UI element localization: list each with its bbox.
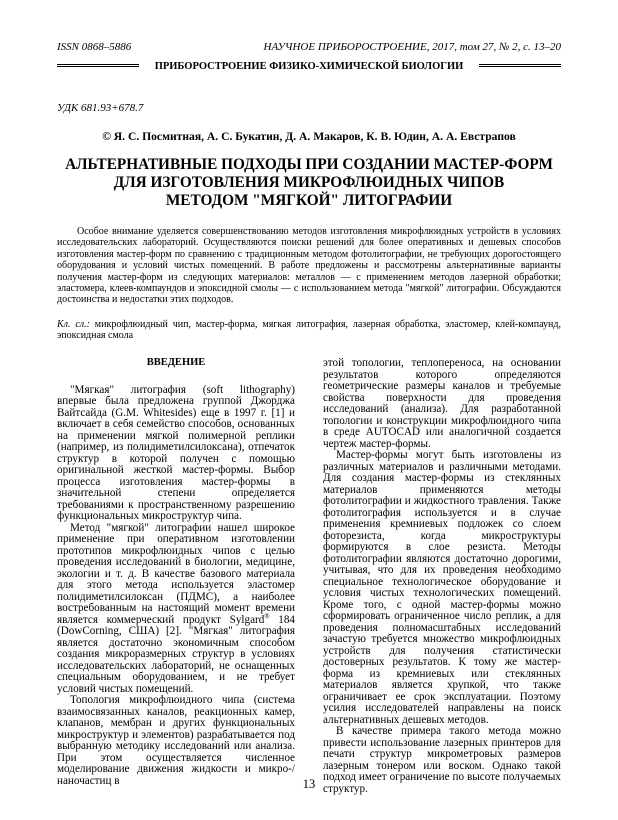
intro-heading: ВВЕДЕНИЕ	[146, 357, 206, 368]
body-column-right	[323, 358, 561, 795]
issn: ISSN 0868–5886	[57, 41, 132, 53]
keywords-text: микрофлюидный чип, мастер-форма, мягкая литография, лазерная обработка, эластомер, клей-компаунд, эпоксидная смола	[57, 319, 561, 342]
section-rule-left	[57, 64, 139, 67]
authors: © Я. С. Посмитная, А. С. Букатин, Д. А. Макаров, К. В. Юдин, А. А. Евстрапов	[102, 130, 516, 143]
title-line: МЕТОДОМ "МЯГКОЙ" ЛИТОГРАФИИ	[165, 192, 453, 209]
title-line: АЛЬТЕРНАТИВНЫЕ ПОДХОДЫ ПРИ СОЗДАНИИ МАСТЕР-ФОРМ	[65, 156, 553, 173]
page-number: 13	[302, 777, 316, 791]
body-column-left	[57, 357, 295, 787]
running-header	[57, 41, 561, 53]
paragraph-text: Метод "мягкой" литографии нашел широкое применение при оперативном изготовлении прототипов микрофлюидных чипов с целью проведения исследований в биологии, медицине, экологии и т. д. В качестве базового материала для этого метода используется эластомер полидиметилсилоксан (ПДМС), а наиболее востребованным на настоящий момент времени является коммерческий продукт Sylgard	[57, 521, 295, 626]
section-rule-right	[479, 64, 561, 67]
title-line: ДЛЯ ИЗГОТОВЛЕНИЯ МИКРОФЛЮИДНЫХ ЧИПОВ	[113, 174, 505, 191]
paragraph: "Мягкая" литография (soft lithography) впервые была предложена группой Джорджа Вайтсайда (G.M. Whitesides) еще в 1997 г. [1] и включает в себя семейство способов, основанных на применении мягкой полимерной реплики (например, из полидиметилсилоксана), отпечаток структур в которой получен с помощью оригинальной жесткой мастер-формы. Выбор процесса изготовления мастер-формы в значительной степени определяется требованиями к пространственному разрешению функциональных микроструктур чипа.	[57, 383, 295, 522]
paragraph-text: 184 (DowCorning, США) [2]. "Мягкая" литография является достаточно экономичным способом создания микроразмерных структур в условиях исследовательских лабораторий, не оснащенных специальным оборудованием, и не требует условий чистых помещений.	[57, 613, 295, 695]
keywords-label: Кл. сл.:	[57, 319, 90, 330]
abstract	[57, 226, 561, 306]
article-title	[57, 156, 561, 210]
keywords	[57, 319, 561, 342]
section-title: ПРИБОРОСТРОЕНИЕ ФИЗИКО-ХИМИЧЕСКОЙ БИОЛОГИИ	[154, 61, 464, 72]
paragraph: В качестве примера такого метода можно привести использование лазерных принтеров для печати структур микрометровых размеров лазерным тонером или воском. Однако такой подход имеет ограничение по высоте получаемых структур.	[323, 725, 561, 795]
paragraph: Мастер-формы могут быть изготовлены из различных материалов и различными методами. Для создания мастер-формы из стеклянных материалов применяются методы фотолитографии и жидкостного травления. Также фотолитография используется и в случае применения кремниевых подложек со слоем фоторезиста, когда микроструктуры формируются в слое резиста. Методы фотолитографии являются достаточно дорогими, учитывая, что для их проведения необходимо специальное технологическое оборудование и условия чистых технологических помещений. Кроме того, с одной мастер-формы можно сформировать ограниченное число реплик, а для проведения полномасштабных исследований зачастую требуется множество микрофлюидных устройств для получения статистически достоверных результатов. К тому же мастер-форма из кремниевых или стеклянных материалов является хрупкой, что также ограничивает ее срок эксплуатации. Поэтому усилия исследователей направлены на поиск альтернативных дешевых методов.	[323, 449, 561, 726]
paragraph	[57, 523, 295, 696]
paragraph-continuation: этой топологии, теплопереноса, на основании результатов которого определяются геометрические размеры каналов и требуемые свойства поверхности для проведения исследований (анализа). Для разработанной топологии и конструкции микрофлюидного чипа в среде AUTOCAD или аналогичной создается чертеж мастер-формы.	[323, 357, 561, 450]
registered-mark: ®	[264, 611, 270, 620]
journal-citation: НАУЧНОЕ ПРИБОРОСТРОЕНИЕ, 2017, том 27, № 2, с. 13–20	[263, 41, 561, 53]
section-banner	[57, 60, 561, 76]
udk-code: УДК 681.93+678.7	[57, 102, 144, 114]
paragraph: Топология микрофлюидного чипа (система взаимосвязанных каналов, реакционных камер, клапанов, мембран и других функциональных микроструктур и элементов) разрабатывается под выбранную методику исследований или анализа. При этом осуществляется численное моделирование движения жидкости и микро-/наночастиц в	[57, 694, 295, 787]
abstract-text: Особое внимание уделяется совершенствованию методов изготовления микрофлюидных устройств в условиях исследовательских лабораторий. Осуществляются поиски решений для более оперативных и дешевых способов изготовления мастер-форм по сравнению с традиционным методом фотолитографии, не требующих дорогостоящего оборудования и условий чистых помещений. В работе предложены и рассмотрены альтернативные варианты получения мастер-форм из следующих материалов: металлов — с применением методов лазерной обработки; эластомера, клеев-компаундов и эпоксидной смолы — с использованием метода "мягкой" литографии. Обсуждаются достоинства и недостатки этих подходов.	[57, 226, 561, 306]
